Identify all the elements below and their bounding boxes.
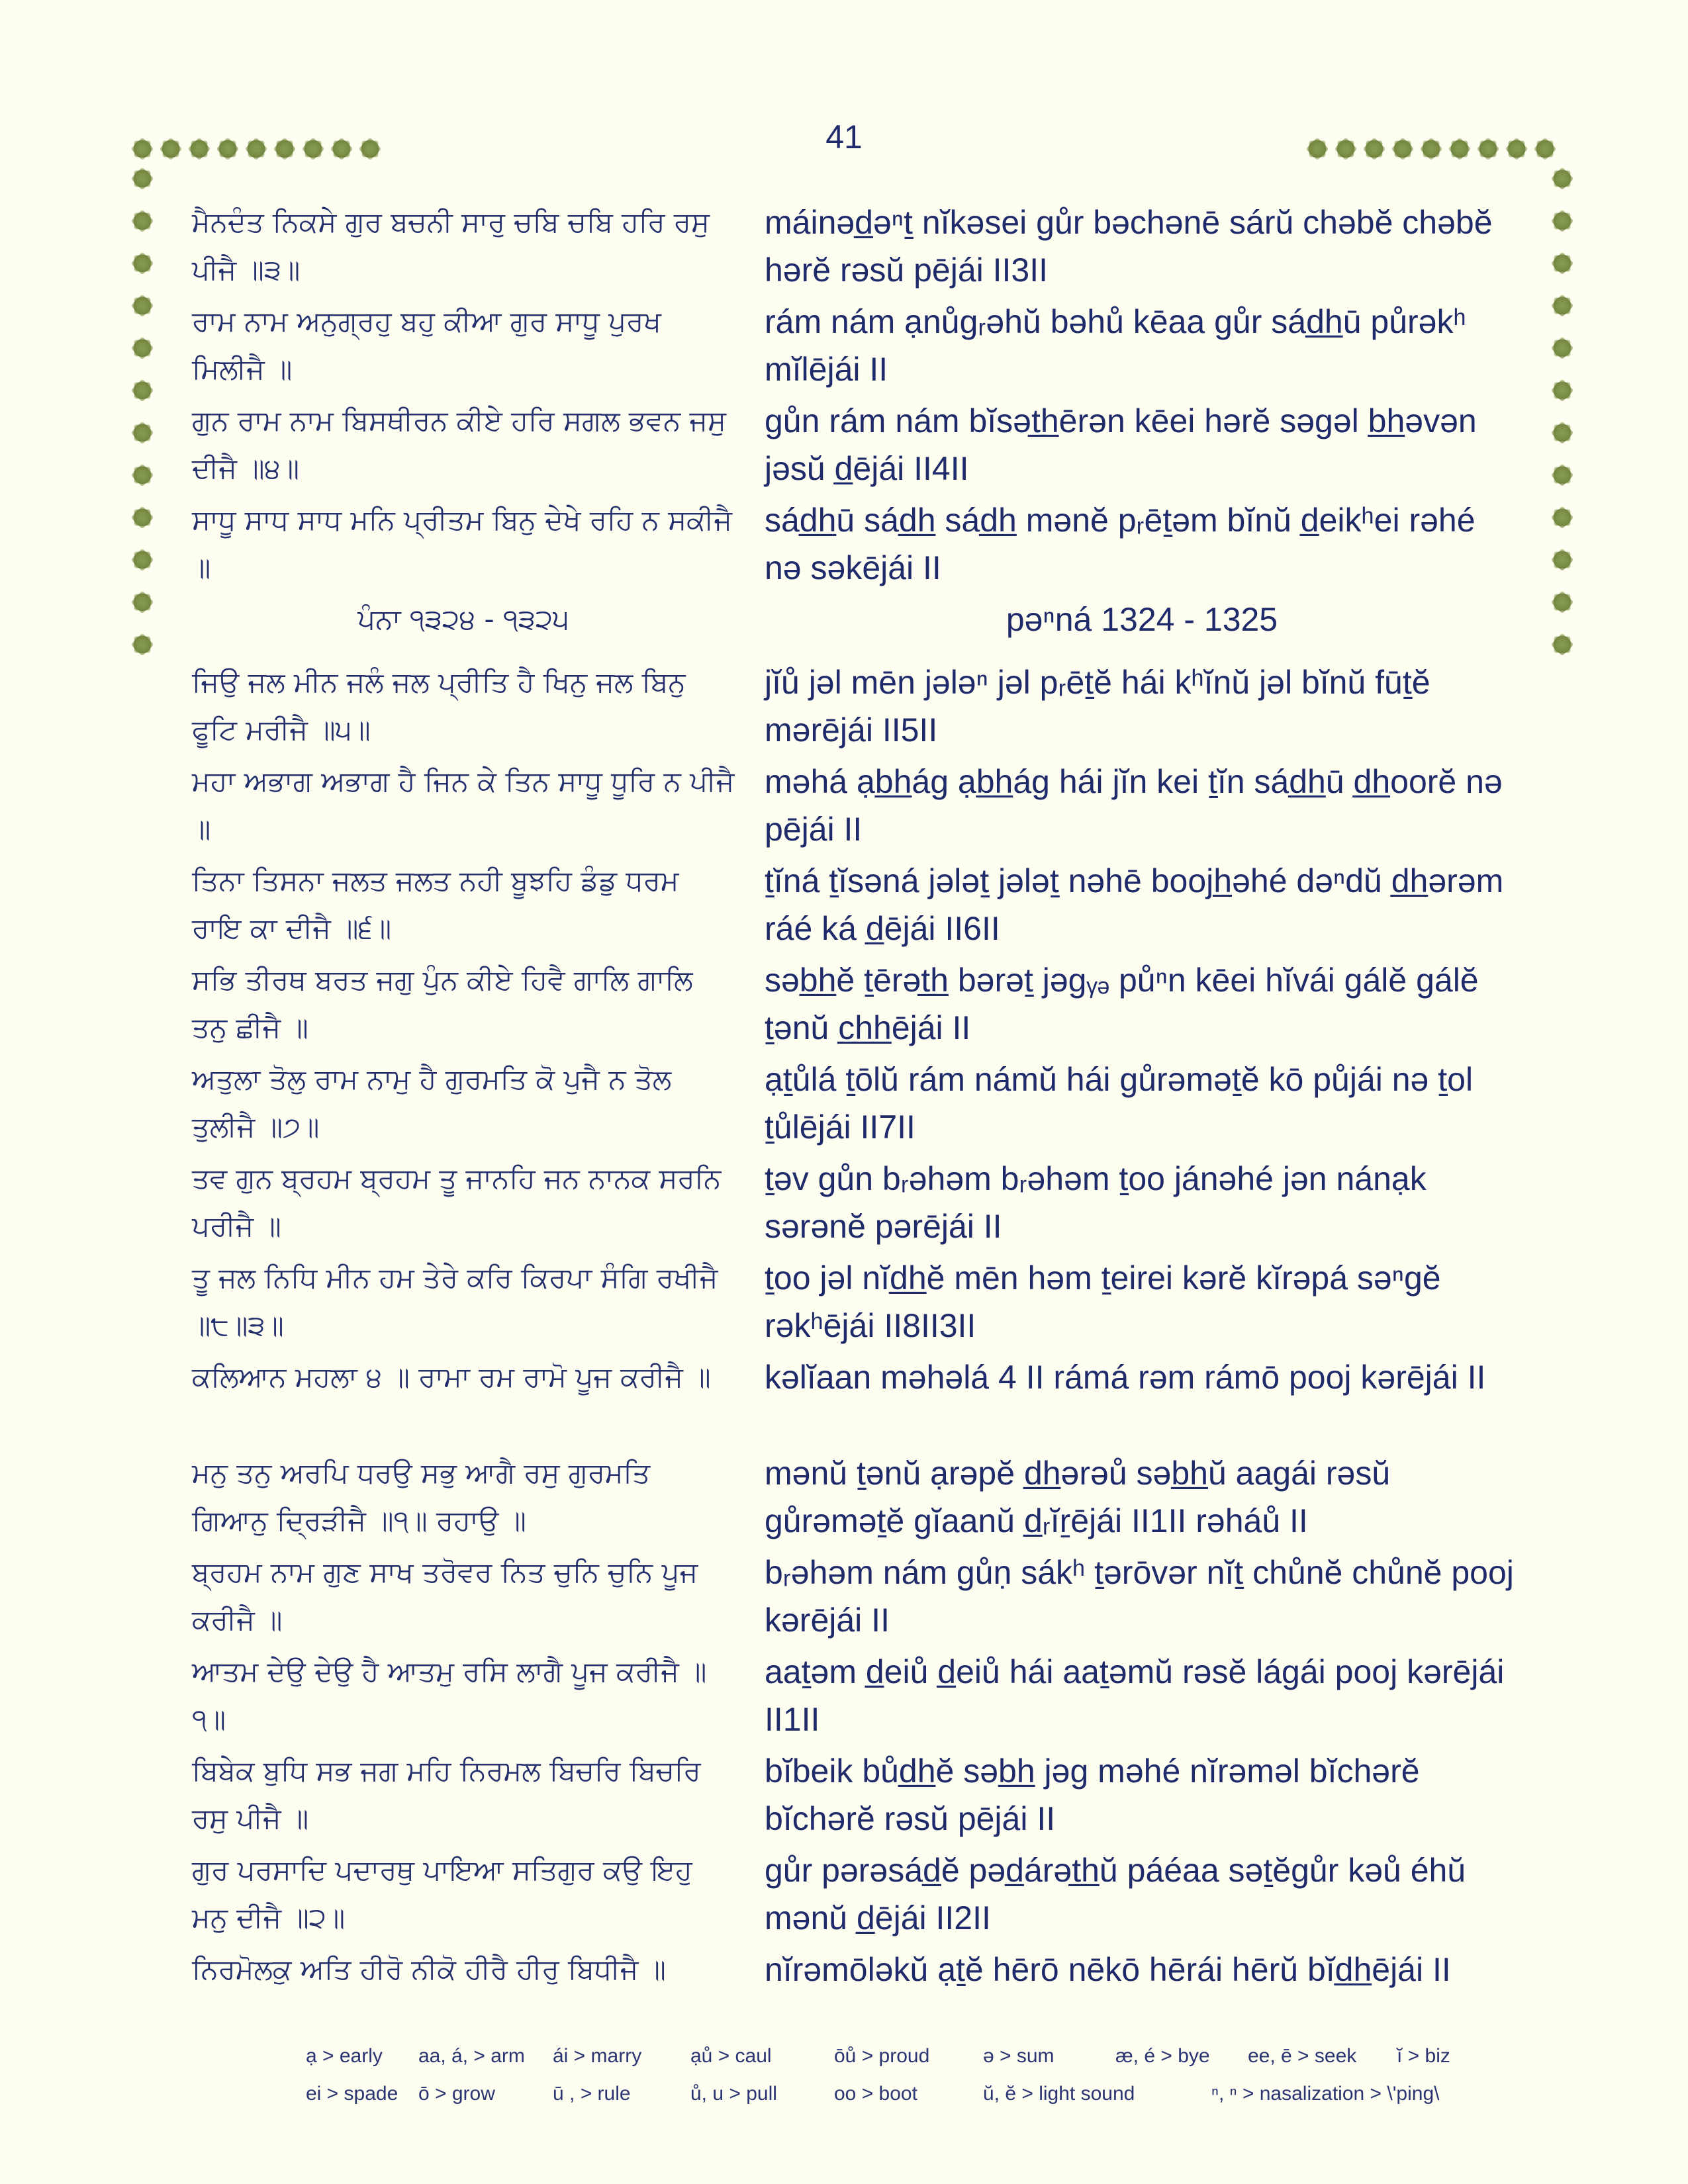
transliteration-text: mənŭ ṯənŭ ạrəpĕ d̲h̲ərəů səb̲h̲ŭ aagái rəsŭ gůrəməṯĕ gĭaanŭ d̲ᵣĭṟējái II1II rəháů II: [765, 1455, 1391, 1539]
page-number: 41: [825, 118, 863, 156]
transliteration-text: ṯoo jəl nĭd̲h̲ĕ mēn həm ṯeirei kərĕ kĭrəpá səⁿgĕ rəkʰējái II8II3II: [765, 1259, 1441, 1344]
legend-entry: ĭ > biz: [1397, 2045, 1450, 2067]
legend-entry: oo > boot: [834, 2083, 917, 2105]
transliteration-text: gůr pərəsád̲ĕ pəd̲árət̲h̲ŭ páéaa səṯĕgůr kəů éhŭ mənŭ d̲ējái II2II: [765, 1852, 1466, 1936]
transliteration-text: nĭrəmōləkŭ ạṯĕ hērō nēkō hērái hērŭ bĭd̲h̲ējái II: [765, 1951, 1451, 1988]
transliteration-text: pəⁿná 1324 - 1325: [1006, 601, 1278, 638]
gurmukhi-text: ਸਾਧੂ ਸਾਧ ਸਾਧ ਮਨਿ ਪ੍ਰੀਤਮ ਬਿਨੁ ਦੇਖੇ ਰਹਿ ਨ ਸਕੀਜੈ ॥: [192, 504, 732, 584]
gurmukhi-text: ਮਨੁ ਤਨੁ ਅਰਪਿ ਧਰਉ ਸਭੁ ਆਗੈ ਰਸੁ ਗੁਰਮਤਿ ਗਿਆਨੁ ਦ੍ਰਿੜੀਜੈ ॥੧॥ ਰਹਾਉ ॥: [192, 1457, 651, 1537]
legend-entry: ei > spade: [306, 2083, 399, 2105]
legend-entry: ạů > caul: [690, 2045, 772, 2067]
gurmukhi-text: ਤਿਨਾ ਤਿਸਨਾ ਜਲਤ ਜਲਤ ਨਹੀ ਬੂਝਹਿ ਡੰਡੁ ਧਰਮ ਰਾਇ ਕਾ ਦੀਜੈ ॥੬॥: [192, 864, 679, 944]
transliteration-text: rám nám ạnůgᵣəhŭ bəhů kēaa gůr sád̲h̲ū půrəkʰ mĭlējái II: [765, 303, 1466, 388]
gurmukhi-text: ਆਤਮ ਦੇਉ ਦੇਉ ਹੈ ਆਤਮੁ ਰਸਿ ਲਾਗੈ ਪੂਜ ਕਰੀਜੈ ॥੧॥: [192, 1655, 707, 1735]
legend-entry: ạ > early: [306, 2045, 383, 2067]
legend-entry: ái > marry: [553, 2045, 642, 2067]
legend-entry: aa, á, > arm: [418, 2045, 525, 2067]
legend-entry: ōů > proud: [834, 2045, 930, 2067]
legend-entry: ee, ē > seek: [1248, 2045, 1357, 2067]
gurmukhi-text: ਜਿਉ ਜਲ ਮੀਨ ਜਲੰ ਜਲ ਪ੍ਰੀਤਿ ਹੈ ਖਿਨੁ ਜਲ ਬਿਨੁ ਫੂਟਿ ਮਰੀਜੈ ॥੫॥: [192, 666, 686, 746]
legend-entry: ū , > rule: [553, 2083, 631, 2105]
transliteration-text: máinəd̲əⁿṯ nĭkəsei gůr bəchənē sárŭ chəbĕ chəbĕ hərĕ rəsŭ pējái II3II: [765, 204, 1493, 289]
transliteration-text: səb̲h̲ĕ ṯērət̲h̲ bərəṯ jəgᵧₔ půⁿn kēei hĭvái gálĕ gálĕ ṯənŭ c̲h̲h̲ējái II: [765, 962, 1479, 1046]
legend-entry: ō > grow: [418, 2083, 495, 2105]
gurmukhi-text: ਸਭਿ ਤੀਰਥ ਬਰਤ ਜਗੁ ਪੁੰਨ ਕੀਏ ਹਿਵੈ ਗਾਲਿ ਗਾਲਿ ਤਨੁ ਛੀਜੈ ॥: [192, 964, 693, 1044]
gurmukhi-text: ਬ੍ਰਹਮ ਨਾਮ ਗੁਣ ਸਾਖ ਤਰੋਵਰ ਨਿਤ ਚੁਨਿ ਚੁਨਿ ਪੂਜ ਕਰੀਜੈ ॥: [192, 1556, 698, 1636]
gurmukhi-text: ਤੂ ਜਲ ਨਿਧਿ ਮੀਨ ਹਮ ਤੇਰੇ ਕਰਿ ਕਿਰਪਾ ਸੰਗਿ ਰਖੀਜੈ ॥੮॥੩॥: [192, 1261, 718, 1342]
transliteration-text: bᵣəhəm nám gůṇ sákʰ ṯərōvər nĭṯ chůnĕ chůnĕ pooj kərējái II: [765, 1554, 1514, 1639]
transliteration-text: kəlĭaan məhəlá 4 II rámá rəm rámō pooj kərējái II: [765, 1359, 1486, 1396]
gurmukhi-text: ਮੈਨਦੰਤ ਨਿਕਸੇ ਗੁਰ ਬਚਨੀ ਸਾਰੁ ਚਬਿ ਚਬਿ ਹਰਿ ਰਸੁ ਪੀਜੈ ॥੩॥: [192, 206, 710, 286]
gurmukhi-text: ਕਲਿਆਨ ਮਹਲਾ ੪ ॥ ਰਾਮਾ ਰਮ ਰਾਮੋ ਪੂਜ ਕਰੀਜੈ ॥: [192, 1361, 711, 1393]
transliteration-text: jĭů jəl mēn jələⁿ jəl pᵣēṯĕ hái kʰĭnŭ jəl bĭnŭ fūṯĕ mərējái II5II: [765, 664, 1430, 749]
transliteration-text: aaṯəm d̲eiů d̲eiů hái aaṯəmŭ rəsĕ lágái pooj kərējái II1II: [765, 1653, 1505, 1738]
transliteration-text: sád̲h̲ū sád̲h̲ sád̲h̲ mənĕ pᵣēṯəm bĭnŭ d̲eikʰei rəhé nə səkējái II: [765, 502, 1476, 586]
transliteration-text: bĭbeik bůd̲h̲ĕ səb̲h̲ jəg məhé nĭrəməl bĭchərĕ bĭchərĕ rəsŭ pējái II: [765, 1752, 1420, 1837]
gurmukhi-text: ਅਤੁਲਾ ਤੋਲੁ ਰਾਮ ਨਾਮੁ ਹੈ ਗੁਰਮਤਿ ਕੋ ਪੁਜੈ ਨ ਤੋਲ ਤੁਲੀਜੈ ॥੭॥: [192, 1063, 672, 1143]
legend-entry: ə > sum: [983, 2045, 1055, 2067]
legend-entry: æ, é > bye: [1115, 2045, 1210, 2067]
transliteration-text: ạṯůlá ṯōlŭ rám námŭ hái gůrəməṯĕ kō půjái nə ṯol ṯůlējái II7II: [765, 1061, 1474, 1146]
gurmukhi-text: ਨਿਰਮੋਲਕੁ ਅਤਿ ਹੀਰੋ ਨੀਕੋ ਹੀਰੈ ਹੀਰੁ ਬਿਧੀਜੈ ॥: [192, 1953, 666, 1985]
gurmukhi-text: ਪੰਨਾ ੧੩੨੪ - ੧੩੨੫: [357, 603, 569, 635]
gurmukhi-text: ਤਵ ਗੁਨ ਬ੍ਰਹਮ ਬ੍ਰਹਮ ਤੂ ਜਾਨਹਿ ਜਨ ਨਾਨਕ ਸਰਨਿ ਪਰੀਜੈ ॥: [192, 1162, 722, 1242]
gurmukhi-text: ਮਹਾ ਅਭਾਗ ਅਭਾਗ ਹੈ ਜਿਨ ਕੇ ਤਿਨ ਸਾਧੂ ਧੂਰਿ ਨ ਪੀਜੈ ॥: [192, 765, 735, 845]
legend-entry: ⁿ, ⁿ > nasalization > \'ping\: [1211, 2083, 1440, 2105]
transliteration-text: ṯĭná ṯĭsəná jələṯ jələṯ nəhē boojh̲əhé dəⁿdŭ d̲h̲ərəm ráé ká d̲ējái II6II: [765, 862, 1504, 947]
legend-entry: ů, u > pull: [690, 2083, 777, 2105]
gurmukhi-text: ਗੁਰ ਪਰਸਾਦਿ ਪਦਾਰਥੁ ਪਾਇਆ ਸਤਿਗੁਰ ਕਉ ਇਹੁ ਮਨੁ ਦੀਜੈ ॥੨॥: [192, 1854, 692, 1934]
legend-entry: ŭ, ĕ > light sound: [983, 2083, 1135, 2105]
transliteration-text: gůn rám nám bĭsət̲h̲ērən kēei hərĕ səgəl b̲h̲əvən jəsŭ d̲ējái II4II: [765, 402, 1477, 487]
gurmukhi-text: ਰਾਮ ਨਾਮ ਅਨੁਗ੍ਰਹੁ ਬਹੁ ਕੀਆ ਗੁਰ ਸਾਧੂ ਪੁਰਖ ਮਿਲੀਜੈ ॥: [192, 305, 661, 385]
gurmukhi-text: ਗੁਨ ਰਾਮ ਨਾਮ ਬਿਸਥੀਰਨ ਕੀਏ ਹਰਿ ਸਗਲ ਭਵਨ ਜਸੁ ਦੀਜੈ ॥੪॥: [192, 404, 726, 484]
transliteration-text: ṯəv gůn bᵣəhəm bᵣəhəm ṯoo jánəhé jən nánạk sərənĕ pərējái II: [765, 1160, 1427, 1245]
gurmukhi-text: ਬਿਬੇਕ ਬੁਧਿ ਸਭ ਜਗ ਮਹਿ ਨਿਰਮਲ ਬਿਚਰਿ ਬਿਚਰਿ ਰਸੁ ਪੀਜੈ ॥: [192, 1754, 701, 1835]
transliteration-text: məhá ạb̲h̲ág ạb̲h̲ág hái jĭn kei ṯĭn sád̲h̲ū d̲h̲oorĕ nə pējái II: [765, 763, 1503, 848]
